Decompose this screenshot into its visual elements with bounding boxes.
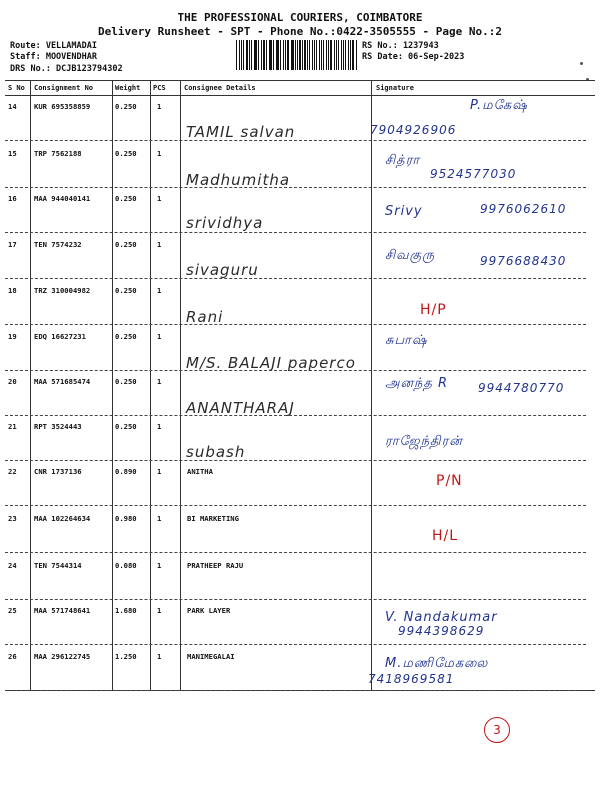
row-signature: Srivy bbox=[385, 204, 423, 219]
column-header-pcs: PCS bbox=[153, 84, 166, 92]
row-pcs: 1 bbox=[157, 240, 162, 249]
barcode-bar bbox=[328, 40, 329, 70]
column-header-weight: Weight bbox=[115, 84, 141, 92]
barcode-bar bbox=[338, 40, 339, 70]
barcode-bar bbox=[276, 40, 277, 70]
barcode-bar bbox=[334, 40, 335, 70]
row-consignment-no: CNR 1737136 bbox=[34, 467, 82, 476]
row-sno: 23 bbox=[8, 514, 17, 523]
column-header-consignment: Consignment No bbox=[34, 84, 94, 92]
row-handwritten-name: M/S. BALAJI paperco bbox=[186, 354, 356, 372]
row-signature: சிவகுரு bbox=[385, 248, 436, 263]
row-weight: 0.080 bbox=[115, 561, 137, 570]
row-separator bbox=[5, 505, 586, 506]
row-separator bbox=[5, 415, 586, 416]
barcode-bar bbox=[269, 40, 270, 70]
barcode-bar bbox=[319, 40, 320, 70]
row-pcs: 1 bbox=[157, 194, 162, 203]
scan-dot bbox=[580, 62, 583, 65]
row-sno: 15 bbox=[8, 149, 17, 158]
barcode-bar bbox=[304, 40, 306, 70]
barcode-bar bbox=[251, 40, 252, 70]
row-handwritten-name: ANANTHARAJ bbox=[186, 399, 295, 417]
row-annotation: H/P bbox=[420, 302, 447, 318]
row-sno: 22 bbox=[8, 467, 17, 476]
barcode-bar bbox=[326, 40, 327, 70]
table-header-rule bbox=[5, 95, 595, 96]
row-annotation: 9944398629 bbox=[398, 624, 485, 638]
row-consignee-name: MANIMEGALAI bbox=[187, 652, 235, 661]
row-separator bbox=[5, 370, 586, 371]
barcode-bar bbox=[295, 40, 296, 70]
row-weight: 0.250 bbox=[115, 102, 137, 111]
row-pcs: 1 bbox=[157, 377, 162, 386]
barcode-bar bbox=[321, 40, 322, 70]
row-pcs: 1 bbox=[157, 422, 162, 431]
row-handwritten-name: TAMIL salvan bbox=[186, 123, 296, 141]
row-sno: 19 bbox=[8, 332, 17, 341]
barcode-bar bbox=[323, 40, 324, 70]
route-label: Route: VELLAMADAI bbox=[10, 41, 97, 51]
row-consignment-no: MAA 102264634 bbox=[34, 514, 91, 523]
barcode-bar bbox=[356, 40, 357, 70]
row-consignment-no: MAA 571748641 bbox=[34, 606, 91, 615]
row-weight: 1.680 bbox=[115, 606, 137, 615]
row-separator bbox=[5, 690, 586, 691]
barcode-bar bbox=[261, 40, 262, 70]
row-annotation: 9976688430 bbox=[480, 254, 567, 268]
row-weight: 0.980 bbox=[115, 514, 137, 523]
row-separator bbox=[5, 278, 586, 279]
row-separator bbox=[5, 187, 586, 188]
row-pcs: 1 bbox=[157, 514, 162, 523]
barcode-bar bbox=[254, 40, 255, 70]
row-pcs: 1 bbox=[157, 652, 162, 661]
row-separator bbox=[5, 460, 586, 461]
row-consignment-no: KUR 695358859 bbox=[34, 102, 91, 111]
row-weight: 0.890 bbox=[115, 467, 137, 476]
row-consignment-no: TRZ 310004982 bbox=[34, 286, 91, 295]
barcode-bar bbox=[302, 40, 303, 70]
row-separator bbox=[5, 232, 586, 233]
row-annotation: H/L bbox=[432, 528, 459, 544]
row-handwritten-name: srividhya bbox=[186, 214, 264, 232]
barcode bbox=[236, 40, 358, 70]
row-consignee-name: PARK LAYER bbox=[187, 606, 231, 615]
row-sno: 21 bbox=[8, 422, 17, 431]
barcode-bar bbox=[299, 40, 300, 70]
row-pcs: 1 bbox=[157, 467, 162, 476]
barcode-bar bbox=[352, 40, 354, 70]
page-count-mark: 3 bbox=[484, 717, 510, 743]
row-sno: 26 bbox=[8, 652, 17, 661]
barcode-bar bbox=[277, 40, 278, 70]
row-consignment-no: TEN 7544314 bbox=[34, 561, 82, 570]
staff-label: Staff: MOOVENDHAR bbox=[10, 52, 97, 62]
barcode-bar bbox=[316, 40, 317, 70]
barcode-bar bbox=[297, 40, 298, 70]
barcode-bar bbox=[307, 40, 308, 70]
barcode-bar bbox=[239, 40, 240, 70]
row-weight: 1.250 bbox=[115, 652, 137, 661]
row-consignment-no: MAA 944040141 bbox=[34, 194, 91, 203]
row-sno: 25 bbox=[8, 606, 17, 615]
row-signature: P.மகேஷ் bbox=[470, 98, 528, 113]
barcode-bar bbox=[287, 40, 289, 70]
barcode-bar bbox=[280, 40, 281, 70]
barcode-bar bbox=[263, 40, 265, 70]
row-consignee-name: BI MARKETING bbox=[187, 514, 239, 523]
row-sno: 20 bbox=[8, 377, 17, 386]
row-consignment-no: MAA 296122745 bbox=[34, 652, 91, 661]
row-handwritten-name: subash bbox=[186, 443, 246, 461]
barcode-bar bbox=[343, 40, 344, 70]
row-consignment-no: EDQ 16627231 bbox=[34, 332, 86, 341]
barcode-bar bbox=[255, 40, 256, 70]
row-signature: சித்ரா bbox=[385, 153, 421, 168]
barcode-bar bbox=[350, 40, 351, 70]
row-annotation: 9944780770 bbox=[478, 381, 565, 395]
row-consignment-no: TEN 7574232 bbox=[34, 240, 82, 249]
row-pcs: 1 bbox=[157, 561, 162, 570]
row-signature: சுபாஷ் bbox=[385, 333, 428, 348]
row-annotation: 7418969581 bbox=[368, 672, 455, 686]
row-weight: 0.250 bbox=[115, 149, 137, 158]
row-consignee-name: PRATHEEP RAJU bbox=[187, 561, 244, 570]
barcode-bar bbox=[348, 40, 349, 70]
row-signature: ராஜேந்திரன் bbox=[385, 434, 463, 449]
row-consignment-no: MAA 571685474 bbox=[34, 377, 91, 386]
row-handwritten-name: Rani bbox=[186, 308, 224, 326]
barcode-bar bbox=[258, 40, 259, 70]
drs-number: DRS No.: DCJB123794302 bbox=[10, 64, 123, 74]
row-annotation: 9524577030 bbox=[430, 167, 517, 181]
barcode-bar bbox=[249, 40, 250, 70]
barcode-bar bbox=[292, 40, 293, 70]
rs-date: RS Date: 06-Sep-2023 bbox=[362, 52, 465, 62]
row-annotation: P/N bbox=[436, 473, 463, 489]
row-annotation: 7904926906 bbox=[370, 123, 457, 137]
row-weight: 0.250 bbox=[115, 332, 137, 341]
row-handwritten-name: Madhumitha bbox=[186, 171, 291, 189]
barcode-bar bbox=[241, 40, 242, 70]
company-title: THE PROFESSIONAL COURIERS, COIMBATORE bbox=[177, 11, 423, 24]
barcode-bar bbox=[312, 40, 313, 70]
row-weight: 0.250 bbox=[115, 286, 137, 295]
barcode-bar bbox=[291, 40, 292, 70]
barcode-bar bbox=[243, 40, 244, 70]
row-weight: 0.250 bbox=[115, 240, 137, 249]
row-sno: 17 bbox=[8, 240, 17, 249]
barcode-bar bbox=[341, 40, 342, 70]
row-consignment-no: TRP 7562188 bbox=[34, 149, 82, 158]
barcode-bar bbox=[285, 40, 286, 70]
row-pcs: 1 bbox=[157, 102, 162, 111]
rs-number: RS No.: 1237943 bbox=[362, 41, 439, 51]
row-annotation: 9976062610 bbox=[480, 202, 567, 216]
row-sno: 14 bbox=[8, 102, 17, 111]
row-signature: அனந்த R bbox=[385, 376, 449, 391]
row-separator bbox=[5, 552, 586, 553]
barcode-bar bbox=[273, 40, 274, 70]
barcode-bar bbox=[309, 40, 310, 70]
row-separator bbox=[5, 644, 586, 645]
row-sno: 24 bbox=[8, 561, 17, 570]
barcode-bar bbox=[266, 40, 267, 70]
row-pcs: 1 bbox=[157, 606, 162, 615]
row-signature: V. Nandakumar bbox=[385, 610, 498, 625]
row-sno: 16 bbox=[8, 194, 17, 203]
row-separator bbox=[5, 324, 586, 325]
row-signature: M.மணிமேகலை bbox=[385, 656, 489, 671]
barcode-bar bbox=[270, 40, 271, 70]
barcode-bar bbox=[330, 40, 332, 70]
barcode-bar bbox=[314, 40, 315, 70]
row-handwritten-name: sivaguru bbox=[186, 261, 259, 279]
barcode-bar bbox=[236, 40, 237, 70]
column-header-consignee: Consignee Details bbox=[184, 84, 256, 92]
row-pcs: 1 bbox=[157, 286, 162, 295]
table-top-rule bbox=[5, 80, 595, 81]
column-header-signature: Signature bbox=[376, 84, 414, 92]
column-header-sno: S No bbox=[8, 84, 25, 92]
row-weight: 0.250 bbox=[115, 422, 137, 431]
row-weight: 0.250 bbox=[115, 194, 137, 203]
row-consignee-name: ANITHA bbox=[187, 467, 213, 476]
runsheet-subtitle: Delivery Runsheet - SPT - Phone No.:0422-3505555 - Page No.:2 bbox=[98, 25, 502, 38]
row-separator bbox=[5, 599, 586, 600]
row-sno: 18 bbox=[8, 286, 17, 295]
barcode-bar bbox=[246, 40, 248, 70]
barcode-bar bbox=[336, 40, 337, 70]
row-pcs: 1 bbox=[157, 332, 162, 341]
row-pcs: 1 bbox=[157, 149, 162, 158]
barcode-bar bbox=[345, 40, 346, 70]
row-weight: 0.250 bbox=[115, 377, 137, 386]
row-consignment-no: RPT 3524443 bbox=[34, 422, 82, 431]
row-separator bbox=[5, 140, 586, 141]
barcode-bar bbox=[283, 40, 284, 70]
